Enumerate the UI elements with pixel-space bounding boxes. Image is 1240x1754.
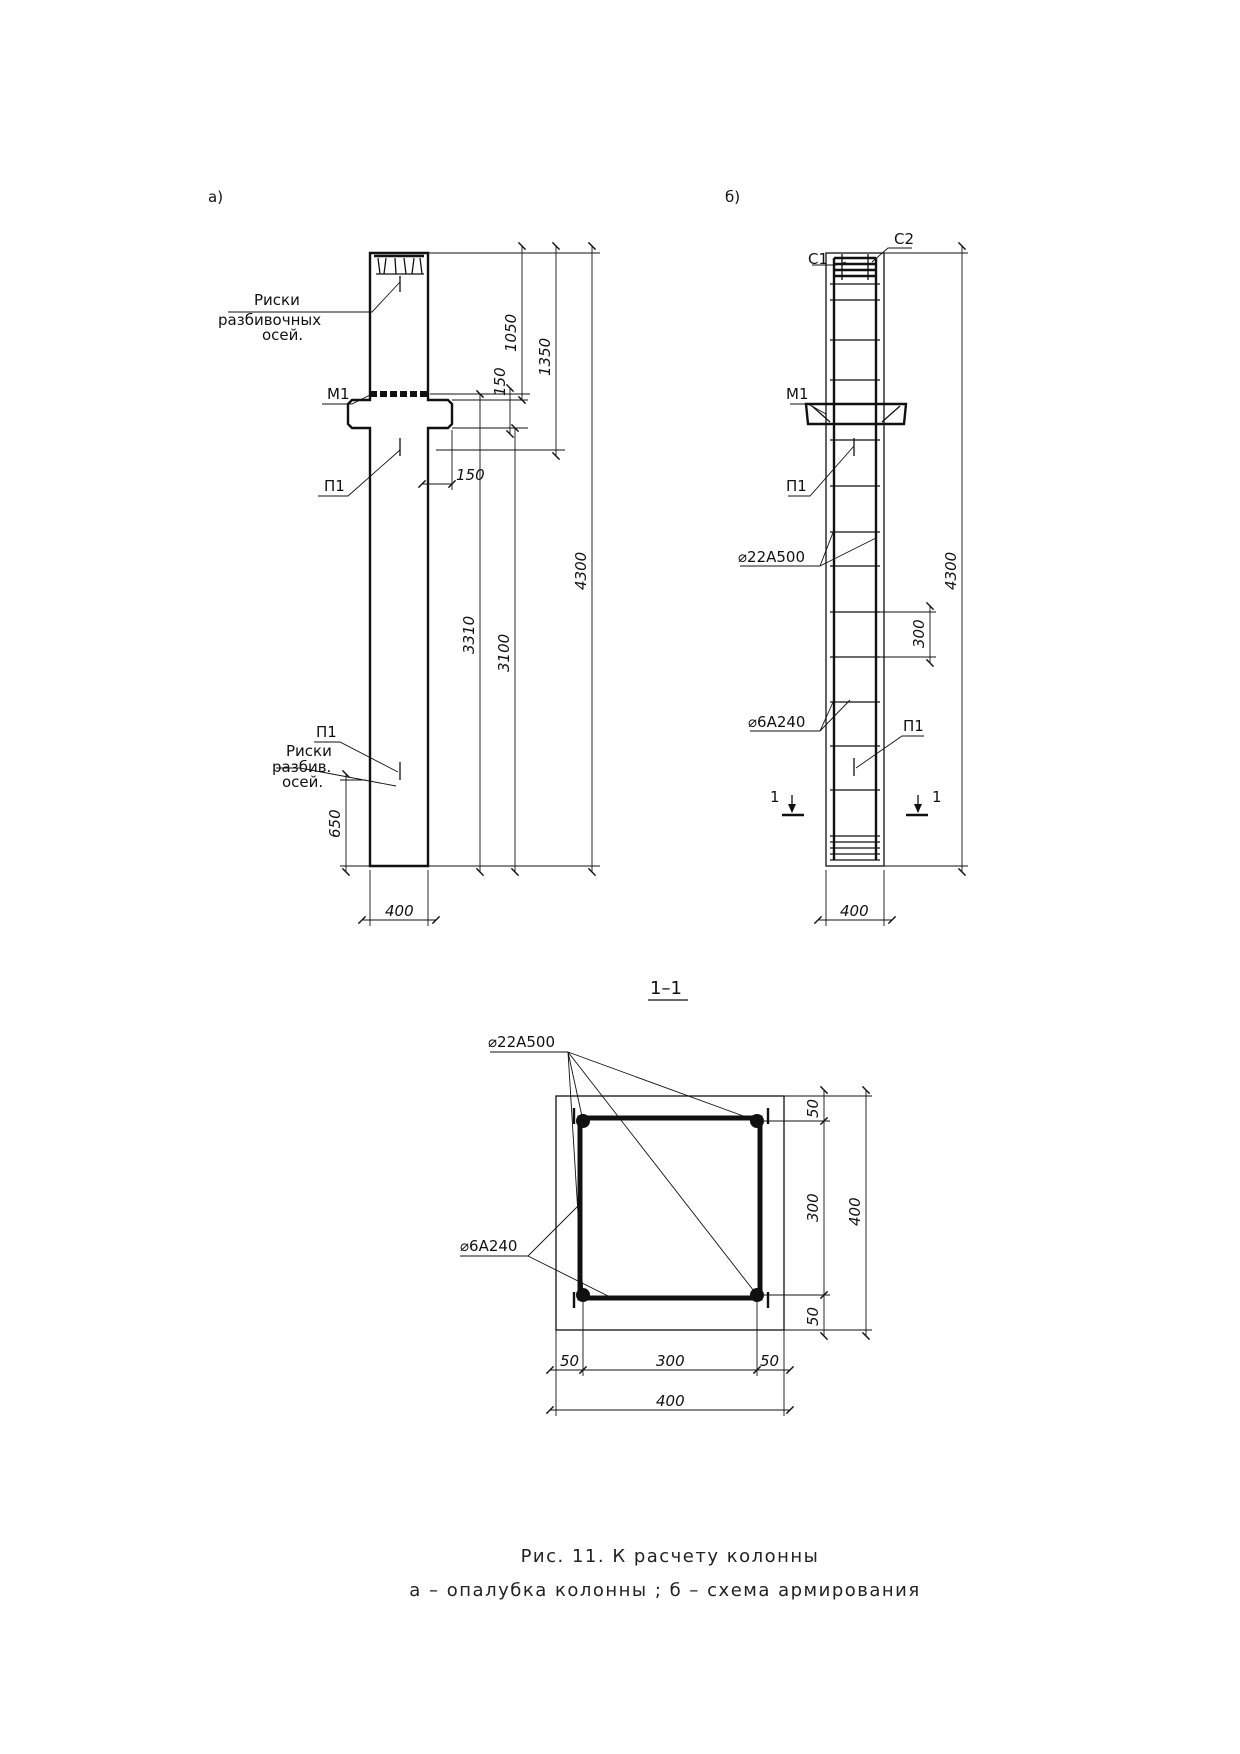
- callout-m1-a: М1: [327, 385, 350, 403]
- leader-p1-low-b: [856, 736, 924, 768]
- section-1-1: [460, 978, 872, 1416]
- console-diag-r: [882, 406, 900, 422]
- section-mark-left: [782, 795, 804, 815]
- dim-a-1350: 1350: [536, 337, 554, 376]
- dim-s-h300: 300: [656, 1352, 685, 1370]
- callout-p1-a: П1: [324, 477, 345, 495]
- mesh-c1-c2: [830, 254, 880, 284]
- callout-marks-low-3: осей.: [282, 773, 324, 791]
- section-stirrup: [580, 1118, 760, 1298]
- callout-p1-low-a: П1: [316, 723, 337, 741]
- leader-c2: [872, 248, 912, 262]
- dim-b-300: 300: [910, 619, 928, 648]
- callout-marks-low-2: разбив.: [272, 758, 332, 776]
- dimension-lines-a: [340, 246, 600, 926]
- section-mark-left-num: 1: [770, 788, 780, 806]
- section-mark-right-num: 1: [932, 788, 942, 806]
- dim-a-150-h: 150: [456, 466, 485, 484]
- view-a-formwork: [208, 188, 600, 926]
- stirrups-group: [830, 300, 880, 790]
- dim-s-v300: 300: [804, 1193, 822, 1222]
- dim-b-400: 400: [840, 902, 869, 920]
- callout-main-bar-b: ⌀22А500: [738, 548, 806, 566]
- callout-p1-b: П1: [786, 477, 807, 495]
- dimension-lines-section: [550, 1090, 872, 1416]
- dim-a-3310: 3310: [460, 615, 478, 654]
- dim-s-v50-top: 50: [804, 1098, 822, 1118]
- callout-p1-low-b: П1: [903, 717, 924, 735]
- caption-line-2: а – опалубка колонны ; б – схема армирования: [409, 1580, 921, 1601]
- dim-a-4300: 4300: [572, 551, 590, 590]
- top-anchor-a: [374, 256, 424, 274]
- dim-a-3100: 3100: [495, 633, 513, 672]
- dim-s-v400: 400: [846, 1197, 864, 1226]
- section-mark-right: [906, 795, 928, 815]
- dim-s-h50-right: 50: [760, 1352, 780, 1370]
- bottom-stirrups: [830, 836, 880, 854]
- dim-a-150-v: 150: [491, 367, 509, 396]
- callout-stirrup-b: ⌀6А240: [748, 713, 806, 731]
- callout-marks-low-1: Риски: [286, 742, 332, 760]
- caption-line-1: Рис. 11. К расчету колонны: [520, 1546, 820, 1567]
- leader-main-bar-s2: [568, 1052, 757, 1121]
- dim-b-4300: 4300: [942, 551, 960, 590]
- dim-a-650: 650: [326, 809, 344, 838]
- callout-c2: С2: [894, 230, 915, 248]
- view-b-reinforcement: [725, 188, 968, 926]
- callout-marks-1: Риски: [254, 291, 300, 309]
- callout-main-bar-s: ⌀22А500: [488, 1033, 556, 1051]
- leader-stirrup-s1: [528, 1204, 580, 1256]
- leader-main-bar-s4: [568, 1052, 757, 1295]
- dim-s-h400: 400: [656, 1392, 685, 1410]
- leader-main-bar-b2: [820, 538, 876, 566]
- dim-s-h50-left: 50: [560, 1352, 580, 1370]
- callout-marks-3: осей.: [262, 326, 304, 344]
- dim-a-400: 400: [385, 902, 414, 920]
- view-b-label: б): [725, 188, 741, 206]
- callout-m1-b: М1: [786, 385, 809, 403]
- section-title: 1–1: [650, 978, 682, 999]
- view-a-label: а): [208, 188, 224, 206]
- leader-stirrup-s2: [528, 1256, 612, 1298]
- callout-marks-2: разбивочных: [218, 311, 322, 329]
- dim-s-v50-bot: 50: [804, 1306, 822, 1326]
- callout-stirrup-s: ⌀6А240: [460, 1237, 518, 1255]
- callout-c1: С1: [808, 250, 829, 268]
- console-diag-l: [812, 406, 830, 422]
- section-outline: [556, 1096, 784, 1330]
- dim-a-1050: 1050: [502, 313, 520, 352]
